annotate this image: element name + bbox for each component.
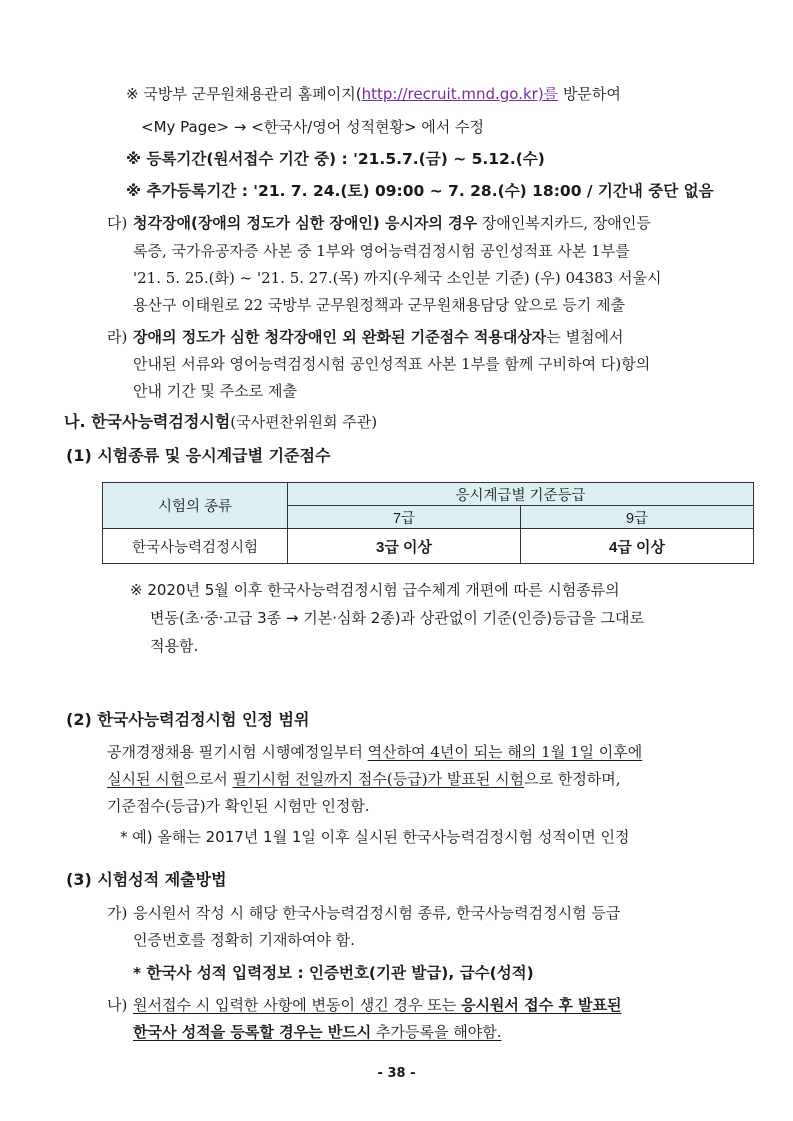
item-na-line2-rest: 추가등록을 해야함.	[371, 1023, 502, 1041]
recognition-line3: 기준점수(등급)가 확인된 시험만 인정함.	[107, 797, 370, 815]
recognition-line2-end: 으로 한정하며,	[524, 770, 621, 788]
item-da-bold: 청각장애(장애의 정도가 심한 장애인) 응시자의 경우	[133, 214, 478, 232]
recognition-line2	[107, 769, 621, 789]
recognition-line1-text: 공개경쟁채용 필기시험 시행예정일부터	[107, 743, 368, 761]
item-ra-rest: 는 별첨에서	[546, 328, 624, 346]
grade-note-line1: ※ 2020년 5월 이후 한국사능력검정시험 급수체계 개편에 따른 시험종류의	[130, 581, 620, 599]
grade-note-line2: 변동(초·중·고급 3종 → 기본·심화 2종)과 상관없이 기준(인증)등급을 그대로	[150, 609, 644, 627]
grade-table-type-header: 시험의 종류	[103, 483, 288, 529]
grade-note-line3: 적용함.	[150, 637, 199, 655]
item-da-line3: '21. 5. 25.(화) ~ '21. 5. 27.(목) 까지(우체국 소인분 기준) (우) 04383 서울시	[133, 269, 662, 287]
item-na-line1	[133, 995, 622, 1015]
subsection-1-heading: (1) 시험종류 및 응시계급별 기준점수	[66, 446, 331, 465]
item-ga-line2: 인증번호를 정확히 기재하여야 함.	[133, 931, 355, 949]
grade-table	[102, 482, 754, 564]
item-ra-marker: 라)	[107, 328, 128, 346]
page-number: - 38 -	[377, 1066, 416, 1081]
item-da-line4: 용산구 이태원로 22 국방부 군무원정책과 군무원채용담당 앞으로 등기 제출	[133, 296, 625, 314]
notice-additional-registration-period: ※ 추가등록기간 : '21. 7. 24.(토) 09:00 ~ 7. 28.(수) 18:00 / 기간내 중단 없음	[126, 182, 714, 200]
grade-table-9-header: 9급	[521, 506, 754, 529]
recognition-line1-underlined: 역산하여 4년이 되는 해의 1월 1일 이후에	[367, 743, 643, 761]
recruit-homepage-link[interactable]: http://recruit.mnd.go.kr)를	[361, 85, 559, 103]
item-na-line1-underlined: 원서접수 시 입력한 사항에 변동이 생긴 경우 또는	[133, 996, 461, 1014]
recognition-line2-mid: 으로서	[184, 770, 233, 788]
subsection-2-heading: (2) 한국사능력검정시험 인정 범위	[66, 710, 310, 729]
section-na-title-bold: 나. 한국사능력검정시험	[64, 412, 231, 431]
item-ga-star-note: * 한국사 성적 입력정보 : 인증번호(기관 발급), 급수(성적)	[133, 964, 534, 982]
item-da-line2: 록증, 국가유공자증 사본 중 1부와 영어능력검정시험 공인성적표 사본 1부를	[133, 242, 630, 260]
grade-table-row-label: 한국사능력검정시험	[103, 529, 288, 564]
recognition-example: * 예) 올해는 2017년 1월 1일 이후 실시된 한국사능력검정시험 성적이면 인정	[120, 828, 630, 846]
section-na-title-rest: (국사편찬위원회 주관)	[230, 413, 378, 431]
item-ra-line3: 안내 기간 및 주소로 제출	[133, 382, 297, 400]
item-na-line1-bold: 응시원서 접수 후 발표된	[460, 996, 622, 1014]
grade-table-group-header: 응시계급별 기준등급	[288, 483, 754, 506]
item-ra-line2: 안내된 서류와 영어능력검정시험 공인성적표 사본 1부를 함께 구비하여 다)항의	[133, 355, 651, 373]
grade-table-7-header: 7급	[288, 506, 521, 529]
notice-homepage-suffix: 방문하여	[558, 85, 621, 103]
grade-table-9-value: 4급 이상	[521, 529, 754, 564]
item-ga-line1: 응시원서 작성 시 해당 한국사능력검정시험 종류, 한국사능력검정시험 등급	[133, 904, 621, 922]
subsection-3-heading: (3) 시험성적 제출방법	[66, 870, 227, 889]
item-na-marker: 나)	[107, 996, 128, 1014]
item-ra-line1	[133, 327, 624, 347]
section-na-title	[64, 412, 377, 432]
item-da-marker: 다)	[107, 214, 128, 232]
item-da-line1	[133, 213, 651, 233]
notice-homepage-text: ※ 국방부 군무원채용관리 홈페이지(	[126, 85, 362, 103]
recognition-line2-underlined-b: 필기시험 전일까지 점수(등급)가 발표된 시험	[232, 770, 525, 788]
item-ga-marker: 가)	[107, 904, 128, 922]
item-na-line2	[133, 1022, 501, 1042]
notice-registration-period: ※ 등록기간(원서접수 기간 중) : '21.5.7.(금) ~ 5.12.(수)	[126, 150, 545, 168]
item-na-line2-bold: 한국사 성적을 등록할 경우는 반드시	[133, 1023, 372, 1041]
recognition-line2-underlined-a: 실시된 시험	[107, 770, 185, 788]
item-ra-bold: 장애의 정도가 심한 청각장애인 외 완화된 기준점수 적용대상자	[133, 328, 547, 346]
notice-mypage-path: <My Page> → <한국사/영어 성적현황> 에서 수정	[141, 118, 485, 136]
grade-table-7-value: 3급 이상	[288, 529, 521, 564]
notice-homepage	[126, 84, 621, 104]
item-da-rest: 장애인복지카드, 장애인등	[477, 214, 651, 232]
recognition-line1	[107, 742, 642, 762]
